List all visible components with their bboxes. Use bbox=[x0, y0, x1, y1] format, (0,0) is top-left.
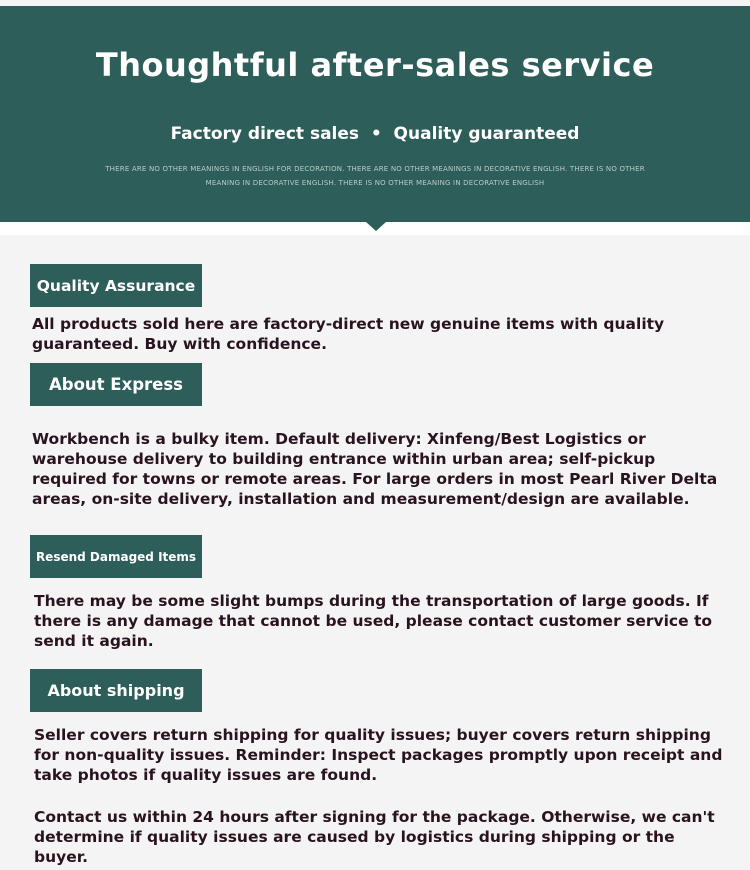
quality-assurance-text: All products sold here are factory-direct new genuine items with quality guaranteed. Buy with confidence. bbox=[32, 315, 665, 353]
decorative-fine-print: THERE ARE NO OTHER MEANINGS IN ENGLISH FOR DECORATION. THERE ARE NO OTHER MEANINGS IN DECORATIVE ENGLISH. THERE IS NO OTHER MEANING IN DECORATIVE ENGLISH. THERE IS NO OTHER MEANING IN DECORATIVE ENGLISH bbox=[105, 165, 645, 187]
section-label-text: About shipping bbox=[47, 681, 185, 700]
section-label-resend-damaged bbox=[30, 535, 202, 578]
section-label-text: About Express bbox=[49, 375, 183, 394]
section-label-about-shipping bbox=[30, 669, 202, 712]
section-label-quality-assurance bbox=[30, 264, 202, 307]
banner-notch-icon bbox=[366, 222, 386, 231]
page-subtitle: Factory direct sales • Quality guaranteed bbox=[170, 124, 580, 144]
about-shipping-contact-text: Contact us within 24 hours after signing for the package. Otherwise, we can't determine if quality issues are caused by logistics during shipping or the buyer. bbox=[34, 808, 715, 866]
header-banner bbox=[0, 6, 750, 222]
resend-damaged-text: There may be some slight bumps during the transportation of large goods. If there is any damage that cannot be used, please contact customer service to send it again. bbox=[34, 592, 713, 650]
about-shipping-text: Seller covers return shipping for quality issues; buyer covers return shipping for non-quality issues. Reminder: Inspect packages promptly upon receipt and take photos if quality issues are found. bbox=[34, 726, 723, 784]
section-label-about-express bbox=[30, 363, 202, 406]
about-express-text: Workbench is a bulky item. Default delivery: Xinfeng/Best Logistics or warehouse delivery to building entrance within urban area; self-pickup required for towns or remote areas. For large orders in most Pearl River Delta areas, on-site delivery, installation and measurement/design are available. bbox=[32, 430, 718, 508]
section-label-text: Resend Damaged Items bbox=[35, 549, 197, 564]
section-label-text: Quality Assurance bbox=[36, 276, 196, 295]
page-title: Thoughtful after-sales service bbox=[95, 46, 655, 84]
